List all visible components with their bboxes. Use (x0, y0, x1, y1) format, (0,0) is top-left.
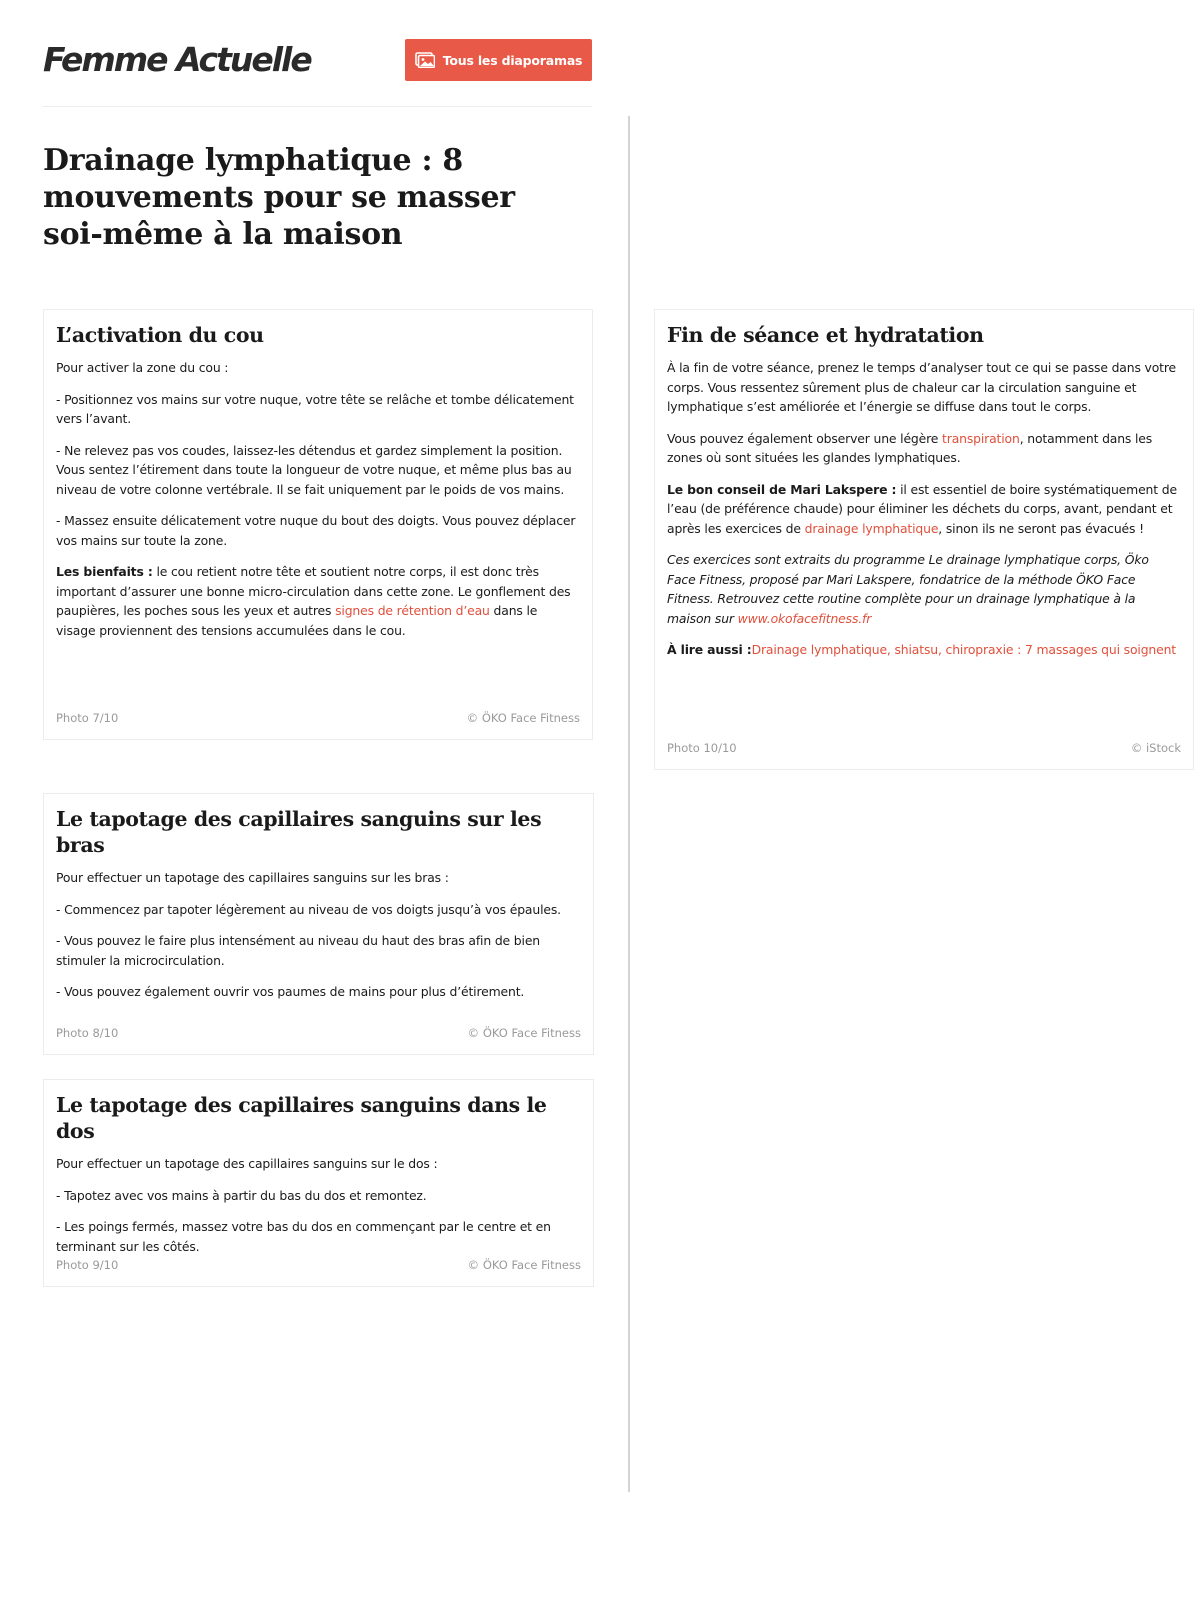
slide-paragraph: - Les poings fermés, massez votre bas du dos en commençant par le centre et en terminant sur les côtés. (56, 1219, 551, 1254)
inline-link[interactable]: signes de rétention d’eau (335, 603, 490, 618)
slide-paragraph (667, 550, 1181, 628)
slide-footer (667, 741, 1181, 755)
slide-paragraph (667, 640, 1181, 660)
slide-paragraph (56, 562, 580, 640)
slide-title: Le tapotage des capillaires sanguins sur les bras (56, 807, 542, 857)
slide-paragraph: - Vous pouvez également ouvrir vos paumes de mains pour plus d’étirement. (56, 984, 525, 999)
slide-card-8 (43, 793, 594, 1055)
photo-counter: Photo 10/10 (667, 741, 737, 755)
inline-link[interactable]: transpiration (942, 430, 1020, 446)
slide-title: Le tapotage des capillaires sanguins dans le dos (56, 1093, 547, 1143)
slide-card-7 (43, 309, 593, 740)
inline-link[interactable]: www.okofacefitness.fr (737, 610, 872, 626)
photo-credit: © ÖKO Face Fitness (467, 1258, 581, 1272)
image-gallery-icon (415, 52, 435, 68)
slide-footer (56, 1026, 581, 1040)
slide-footer (56, 1258, 581, 1272)
slide-paragraph (667, 480, 1181, 539)
inline-link[interactable]: drainage lymphatique (804, 520, 939, 536)
photo-counter: Photo 8/10 (56, 1026, 119, 1040)
slide-paragraph: - Vous pouvez le faire plus intensément au niveau du haut des bras afin de bien stimuler la microcirculation. (56, 933, 540, 968)
text-run: , notamment dans les zones où sont situées les glandes lymphatiques. (667, 430, 1153, 465)
inline-link[interactable]: Drainage lymphatique, shiatsu, chiropraxie : 7 massages qui soignent (751, 642, 1177, 657)
text-run: dans le visage proviennent des tensions accumulées dans le cou. (56, 603, 538, 638)
slide-title: L’activation du cou (56, 323, 264, 347)
slide-paragraph: Pour effectuer un tapotage des capillaires sanguins sur les bras : (56, 870, 449, 885)
text-run: , sinon ils ne seront pas évacués ! (938, 520, 1144, 536)
text-run: le cou retient notre tête et soutient notre corps, il est donc très important d’assurer une bonne micro-circulation dans cette zone. Le gonflement des paupières, les poches sous les yeux et autres (56, 564, 571, 618)
slide-paragraph (667, 429, 1181, 468)
header-divider (43, 106, 592, 107)
bold-label: Les bienfaits : (56, 564, 153, 579)
all-slideshows-label: Tous les diaporamas (442, 52, 583, 68)
slide-paragraph: - Positionnez vos mains sur votre nuque, votre tête se relâche et tombe délicatement vers l’avant. (56, 391, 574, 426)
slide-paragraph: À la fin de votre séance, prenez le temps d’analyser tout ce qui se passe dans votre corps. Vous ressentez sûrement plus de chaleur car la circulation sanguine et lymphatique s’est améliorée et l’énergie se diffuse dans tout le corps. (667, 360, 1177, 414)
slide-card-9 (43, 1079, 594, 1287)
slide-paragraph: Pour effectuer un tapotage des capillaires sanguins sur le dos : (56, 1156, 438, 1171)
page-title: Drainage lymphatique : 8 mouvements pour se masser soi-même à la maison (43, 143, 515, 252)
slide-paragraph: - Ne relevez pas vos coudes, laissez-les détendus et gardez simplement la position. Vous sentez l’étirement dans toute la longueur de votre nuque, et même plus bas au niveau de votre colonne vertébrale. Il se fait uniquement par le poids de vos mains. (56, 442, 572, 497)
slide-paragraph: - Tapotez avec vos mains à partir du bas du dos et remontez. (56, 1187, 427, 1203)
slide-card-10 (654, 309, 1194, 770)
slide-footer (56, 711, 580, 725)
text-run: Vous pouvez également observer une légère (667, 430, 943, 446)
photo-counter: Photo 7/10 (56, 711, 119, 725)
text-run: il est essentiel de boire systématiquement de l’eau (de préférence chaude) pour éliminer les déchets du corps, avant, pendant et après les exercices de (667, 481, 1177, 536)
slide-paragraph: - Massez ensuite délicatement votre nuque du bout des doigts. Vous pouvez déplacer vos mains sur toute la zone. (56, 513, 576, 548)
photo-credit: © ÖKO Face Fitness (467, 1026, 581, 1040)
photo-counter: Photo 9/10 (56, 1258, 119, 1272)
site-logo[interactable]: Femme Actuelle (43, 40, 311, 79)
slide-paragraph: Pour activer la zone du cou : (56, 360, 229, 375)
slide-paragraph: - Commencez par tapoter légèrement au niveau de vos doigts jusqu’à vos épaules. (56, 901, 561, 917)
photo-credit: © ÖKO Face Fitness (466, 711, 580, 725)
bold-label: Le bon conseil de Mari Lakspere : (667, 481, 897, 497)
text-run: Ces exercices sont extraits du programme Le drainage lymphatique corps, Öko Face Fitness, proposé par Mari Lakspere, fondatrice de la méthode ÖKO Face Fitness. Retrouvez cette routine complète pour un drainage lymphatique à la maison sur (667, 552, 1149, 626)
all-slideshows-button[interactable] (405, 39, 592, 81)
column-divider (628, 116, 630, 1492)
bold-label: À lire aussi : (667, 642, 752, 657)
slide-title: Fin de séance et hydratation (667, 323, 984, 347)
photo-credit: © iStock (1130, 741, 1181, 755)
